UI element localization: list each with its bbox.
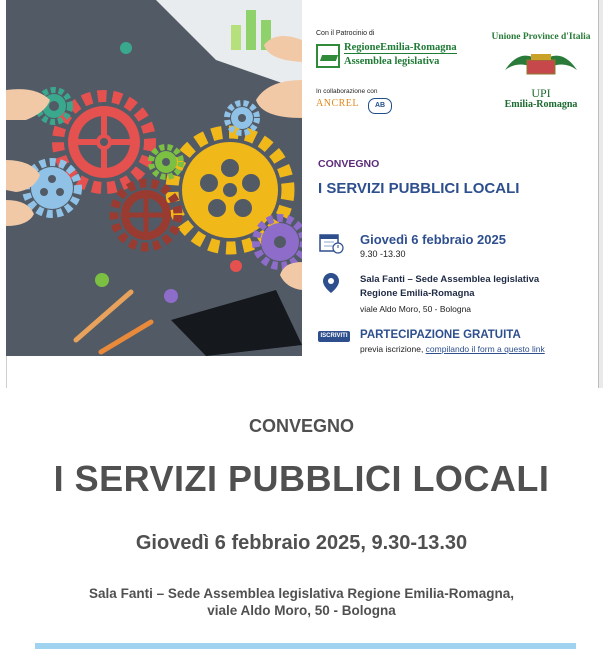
upi-logo-top: Unione Province d'Italia	[491, 32, 591, 42]
banner-location-line2: Regione Emilia-Romagna	[360, 288, 475, 299]
location-pin-icon	[318, 272, 344, 294]
iscriviti-badge[interactable]: ISCRIVITI	[318, 331, 350, 342]
calendar-icon	[318, 232, 344, 254]
regione-emilia-romagna-logo	[316, 42, 457, 76]
registration-text	[360, 344, 545, 354]
er-emblem-icon	[316, 44, 340, 68]
registration-prefix: previa iscrizione,	[360, 344, 426, 354]
divider	[6, 356, 7, 388]
banner-event-date: Giovedì 6 febbraio 2025	[360, 232, 506, 247]
ancrel-logo: ANCREL	[316, 98, 359, 109]
er-logo-line2: Assemblea legislativa	[344, 56, 440, 67]
upi-logo-region: Emilia-Romagna	[504, 99, 578, 110]
event-date-time: Giovedì 6 febbraio 2025, 9.30-13.30	[135, 532, 468, 554]
banner-location-line1: Sala Fanti – Sede Assemblea legislativa	[360, 274, 540, 285]
registration-link[interactable]: compilando il form a questo link	[425, 344, 545, 354]
er-logo-line1: RegioneEmilia-Romagna	[344, 42, 457, 53]
banner-event-type: CONVEGNO	[318, 158, 380, 170]
event-location-line1: Sala Fanti – Sede Assemblea legislativa Regione Emilia-Romagna,	[89, 586, 514, 601]
event-info-panel	[308, 0, 598, 356]
upi-emblem-icon	[501, 44, 581, 82]
event-details	[0, 388, 603, 649]
banner-address: viale Aldo Moro, 50 - Bologna	[360, 304, 472, 314]
event-type-heading: CONVEGNO	[248, 416, 354, 436]
registration-button-bar[interactable]	[35, 643, 576, 649]
event-banner-image	[6, 0, 598, 356]
event-title-heading: I SERVIZI PUBBLICI LOCALI	[53, 458, 550, 499]
gears-illustration	[6, 0, 302, 356]
upi-logo-name: UPI	[531, 86, 551, 100]
participation-label: PARTECIPAZIONE GRATUITA	[360, 329, 521, 341]
patronage-label: Con il Patrocinio di	[316, 30, 375, 37]
ab-logo: AB	[368, 98, 392, 114]
collaboration-label: In collaborazione con	[316, 88, 378, 95]
banner-event-title: I SERVIZI PUBBLICI LOCALI	[318, 180, 520, 197]
window-scrollbar[interactable]	[598, 0, 603, 388]
upi-logo	[486, 32, 596, 122]
banner-event-time: 9.30 -13.30	[360, 249, 406, 259]
event-location-line2: viale Aldo Moro, 50 - Bologna	[207, 603, 396, 618]
